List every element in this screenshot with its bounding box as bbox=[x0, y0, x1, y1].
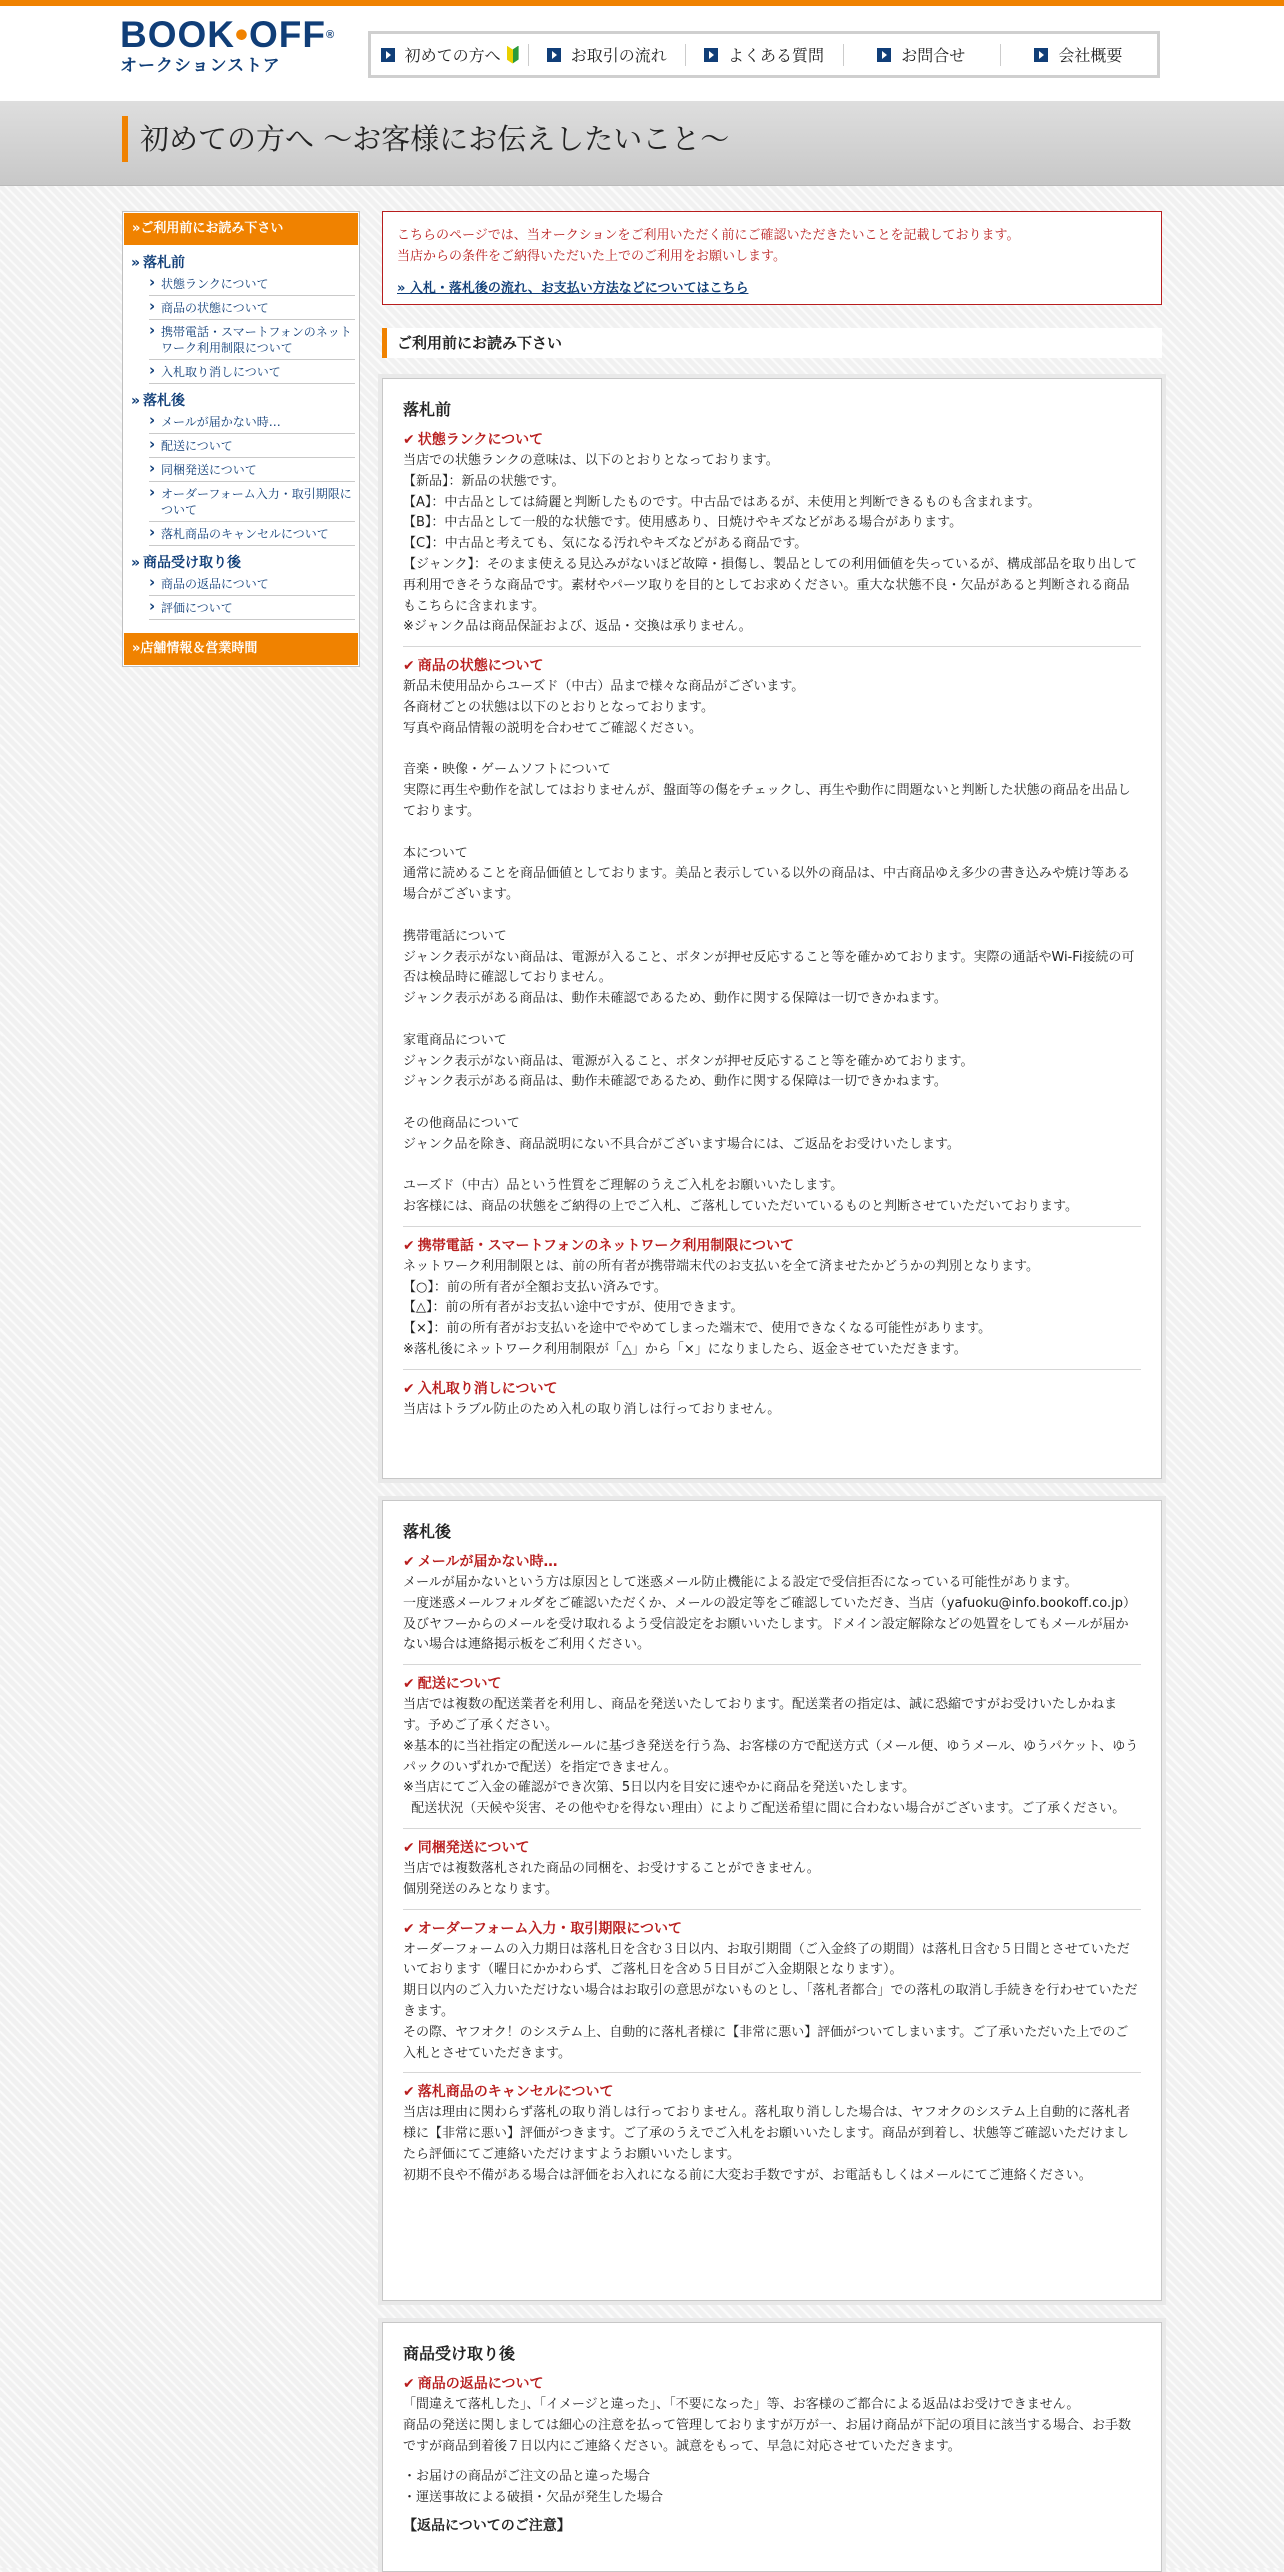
returns-conditions-list: ・お届けの商品がご注文の品と違った場合 ・運送事故による破損・欠品が発生した場合 bbox=[403, 2469, 664, 2506]
item-title-bundle-shipping: ✔ 同梱発送について bbox=[403, 1839, 530, 1856]
item-title-item-condition: ✔ 商品の状態について bbox=[403, 658, 544, 675]
nav-item-company[interactable] bbox=[1000, 34, 1157, 75]
arrow-square-icon bbox=[877, 48, 891, 62]
item-title-cancel-won: ✔ 落札商品のキャンセルについて bbox=[403, 2084, 614, 2101]
check-icon: ✔ bbox=[403, 658, 415, 675]
check-icon: ✔ bbox=[403, 1554, 415, 1570]
item-body: 当店での状態ランクの意味は、以下のとおりとなっております。 【新品】：新品の状態です。 【A】：中古品としては綺麗と判断したものです。中古品ではあるが、未使用と判断できるものも含まれます。 【B】：中古品として一般的な状態です。使用感あり、日焼けやキズなどがある場合があります。 【C】：中古品と考えても、気になる汚れやキズなどがある商品です。 【ジャンク】：そのまま使える見込みがないほど故障・損傷し、製品としての利用価値を失っているが、構成部品を取り出して再利用できそうな商品です。素材やパーツ取りを目的としてお求めください。重大な状態不良・欠品があると判断される商品もこちらに含まれます。 ※ジャンク品は商品保証および、返品・交換は承りません。 bbox=[403, 453, 1137, 635]
after-win-box bbox=[382, 1500, 1162, 2301]
sidebar-item-feedback[interactable]: › 評価について bbox=[149, 596, 355, 620]
item-title-shipping: ✔ 配送について bbox=[403, 1676, 502, 1693]
item-title-condition-rank: ✔ 状態ランクについて bbox=[403, 432, 544, 448]
sidebar-item-returns[interactable]: › 商品の返品について bbox=[149, 572, 355, 596]
flow-payment-link[interactable]: » 入札・落札後の流れ、お支払い方法などについてはこちら bbox=[397, 281, 749, 296]
global-nav bbox=[368, 31, 1160, 78]
check-icon: ✔ bbox=[403, 1237, 415, 1254]
nav-label: 初めての方へ bbox=[404, 46, 501, 65]
logo-subtitle: オークションストア bbox=[120, 56, 281, 76]
before-bid-box bbox=[382, 378, 1162, 1479]
beginner-mark-icon bbox=[507, 46, 519, 64]
item-body: 当店では複数の配送業者を利用し、商品を発送いたしております。配送業者の指定は、誠に恐縮ですがお受けいたしかねます。予めご了承ください。 ※基本的に当社指定の配送ルールに基づき発送を行う為、お客様の方で配送方式（メール便、ゆうメール、ゆうパケット、ゆうパックのいずれかで配送）を指定できません。 ※当店にてご入金の確認ができ次第、5日以内を目安に速やかに商品を発送いたします。 配送状況（天候や災害、その他やむを得ない理由）によりご配送希望に間に合わない場合がございます。ご了承ください。 bbox=[403, 1697, 1139, 1817]
item-title-network-restriction: ✔ 携帯電話・スマートフォンのネットワーク利用制限について bbox=[403, 1237, 795, 1254]
item-body: 新品未使用品からユーズド（中古）品まで様々な商品がございます。 各商材ごとの状態は以下のとおりとなっております。 写真や商品情報の説明を合わせてご確認ください。 音楽・映像・ゲームソフトについて 実際に再生や動作を試してはおりませんが、盤面等の傷をチェックし、再生や動作に問題ないと判断した状態の商品を出品しております。 本について 通常に読めることを商品価値としております。美品と表示している以外の商品は、中古商品ゆえ多少の書き込みや焼け等ある場合がございます。 携帯電話について ジャンク表示がない商品は、電源が入ること、ボタンが押せ反応すること等を確かめております。実際の通話やWi-Fi接続の可否は検品時に確認しておりません。 ジャンク表示がある商品は、動作未確認であるため、動作に関する保障は一切できかねます。 家電商品について ジャンク表示がない商品は、電源が入ること、ボタンが押せ反応すること等を確かめております。 ジャンク表示がある商品は、動作未確認であるため、動作に関する保障は一切できかねます。 その他商品について ジャンク品を除き、商品説明にない不具合がございます場合には、ご返品をお受けいたします。 ユーズド（中古）品という性質をご理解のうえご入札をお願いいたします。 お客様には、商品の状態をご納得の上でご入札、ご落札していただいているものと判断させていただいております。 bbox=[403, 679, 1135, 1215]
sidebar-item-condition-rank[interactable]: › 状態ランクについて bbox=[149, 272, 355, 296]
sidebar-item-cancel-won[interactable]: › 落札商品のキャンセルについて bbox=[149, 522, 355, 546]
sidebar-item-item-condition[interactable]: › 商品の状態について bbox=[149, 296, 355, 320]
sidebar-group-before[interactable] bbox=[123, 246, 359, 272]
sidebar-head[interactable]: »ご利用前にお読み下さい bbox=[124, 213, 358, 245]
item-title-order-form: ✔ オーダーフォーム入力・取引期限について bbox=[403, 1920, 683, 1937]
divider bbox=[403, 1664, 1141, 1665]
sidebar-group-label: 落札前 bbox=[143, 255, 186, 271]
sidebar-group-after[interactable] bbox=[123, 384, 359, 410]
double-chevron-icon: » bbox=[131, 555, 141, 571]
check-icon: ✔ bbox=[403, 1676, 415, 1693]
item-body: オーダーフォームの入力期日は落札日を含む３日以内、お取引期間（ご入金終了の期間）は落札日含む５日間とさせていただいております（曜日にかかわらず、ご落札日を含め５日目がご入金期限となります）。 期日以内のご入力いただけない場合はお取引の意思がないものとし、「落札者都合」での落札の取消し手続きを行わせていただきます。 その際、ヤフオク！のシステム上、自動的に落札者様に【非常に悪い】評価がついてしまいます。ご了承いただいた上でのご入札とさせていただきます。 bbox=[403, 1941, 1138, 2061]
check-icon: ✔ bbox=[403, 2376, 415, 2392]
check-icon: ✔ bbox=[403, 1920, 415, 1937]
box-title: 落札前 bbox=[403, 400, 452, 419]
check-icon: ✔ bbox=[403, 432, 415, 448]
site-logo[interactable] bbox=[120, 14, 336, 96]
box-title: 商品受け取り後 bbox=[403, 2344, 516, 2363]
divider bbox=[403, 646, 1141, 647]
nav-label: お取引の流れ bbox=[570, 46, 667, 65]
logo-off: OFF bbox=[248, 14, 326, 55]
item-body: ネットワーク利用制限とは、前の所有者が携帯端末代のお支払いを全て済ませたかどうかの判別となります。 【○】：前の所有者が全額お支払い済みです。 【△】：前の所有者がお支払い途中ですが、使用できます。 【×】：前の所有者がお支払いを途中でやめてしまった端末で、使用できなくなる可能性があります。 ※落札後にネットワーク利用制限が「△」から「×」になりましたら、返金させていただきます。 bbox=[403, 1258, 1039, 1358]
logo-registered-mark: ® bbox=[325, 29, 336, 41]
item-body: 「間違えて落札した」、「イメージと違った」、「不要になった」等、お客様のご都合による返品はお受けできません。 商品の発送に関しましては細心の注意を払って管理しておりますが万が一、お届け商品が下記の項目に該当する場合、お手数ですが商品到着後７日以内にご連絡ください。誠意をもって、早急に対応させていただきます。 bbox=[403, 2397, 1132, 2454]
item-body: 当店はトラブル防止のため入札の取り消しは行っておりません。 bbox=[403, 1401, 781, 1417]
item-title-no-mail: ✔ メールが届かない時… bbox=[403, 1554, 558, 1570]
section-heading: ご利用前にお読み下さい bbox=[382, 328, 1162, 358]
arrow-square-icon bbox=[381, 48, 395, 62]
logo-book: BOOK bbox=[120, 14, 235, 55]
nav-label: よくある質問 bbox=[728, 46, 825, 65]
notice-line: こちらのページでは、当オークションをご利用いただく前にご確認いただきたいことを記載しております。 bbox=[397, 228, 1020, 243]
sidebar-group-received[interactable] bbox=[123, 546, 359, 572]
sidebar-item-network-restriction[interactable]: › 携帯電話・スマートフォンのネットワーク利用制限について bbox=[149, 320, 355, 360]
sidebar-item-order-form[interactable]: › オーダーフォーム入力・取引期限について bbox=[149, 482, 355, 522]
box-title: 落札後 bbox=[403, 1522, 452, 1541]
sidebar-group-label: 落札後 bbox=[143, 393, 186, 409]
divider bbox=[403, 1909, 1141, 1910]
nav-item-beginners[interactable] bbox=[371, 34, 528, 75]
after-receipt-box bbox=[382, 2322, 1162, 2572]
check-icon: ✔ bbox=[403, 2084, 415, 2101]
arrow-square-icon bbox=[547, 48, 561, 62]
sidebar bbox=[122, 211, 360, 667]
nav-label: お問合せ bbox=[901, 46, 966, 65]
nav-item-contact[interactable] bbox=[843, 34, 1000, 75]
divider bbox=[403, 2072, 1141, 2073]
sidebar-group-label: 商品受け取り後 bbox=[143, 555, 242, 571]
double-chevron-icon: » bbox=[131, 393, 141, 409]
sidebar-store-info-link[interactable]: »店舗情報＆営業時間 bbox=[124, 633, 358, 665]
nav-item-transaction-flow[interactable] bbox=[528, 34, 685, 75]
sidebar-item-shipping[interactable]: › 配送について bbox=[149, 434, 355, 458]
check-icon: ✔ bbox=[403, 1380, 415, 1397]
notice-line: 当店からの条件をご納得いただいた上でのご利用をお願いします。 bbox=[397, 249, 786, 264]
sidebar-item-no-mail[interactable]: › メールが届かない時… bbox=[149, 410, 355, 434]
divider bbox=[403, 1369, 1141, 1370]
item-body: 当店は理由に関わらず落札の取り消しは行っておりません。落札取り消しした場合は、ヤフオクのシステム上自動的に落札者様に【非常に悪い】評価がつきます。ご了承のうえでご入札をお願いいたします。商品が到着し、状態等ご確認いただけましたら評価にてご連絡いただけますようお願いいたします。 初期不良や不備がある場合は評価をお入れになる前に大変お手数ですが、お電話もしくはメールにてご連絡ください。 bbox=[403, 2105, 1131, 2183]
sidebar-item-bundle-shipping[interactable]: › 同梱発送について bbox=[149, 458, 355, 482]
double-chevron-icon: » bbox=[131, 255, 141, 271]
item-body: メールが届かないという方は原因として迷惑メール防止機能による設定で受信拒否になっている可能性があります。 一度迷惑メールフォルダをご確認いただくか、メールの設定等をご確認していただき、当店（yafuoku@info.bookoff.co.jp）及びヤフーからのメールを受け取れるよう受信設定をお願いいたします。ドメイン設定解除などの処置をしてもメールが届かない場合は連絡掲示板をご利用ください。 bbox=[403, 1575, 1137, 1653]
sidebar-item-bid-cancel[interactable]: › 入札取り消しについて bbox=[149, 360, 355, 384]
logo-dot: • bbox=[235, 14, 249, 55]
arrow-square-icon bbox=[1034, 48, 1048, 62]
nav-item-faq[interactable] bbox=[685, 34, 842, 75]
site-header bbox=[0, 6, 1284, 101]
nav-label: 会社概要 bbox=[1058, 46, 1123, 65]
arrow-square-icon bbox=[704, 48, 718, 62]
item-body: 当店では複数落札された商品の同梱を、お受けすることができません。 個別発送のみとなります。 bbox=[403, 1860, 820, 1897]
check-icon: ✔ bbox=[403, 1839, 415, 1856]
divider bbox=[403, 1226, 1141, 1227]
returns-notes-heading: 【返品についてのご注意】 bbox=[403, 2517, 571, 2534]
page-title: 初めての方へ ～お客様にお伝えしたいこと～ bbox=[122, 116, 729, 162]
item-title-bid-cancel: ✔ 入札取り消しについて bbox=[403, 1380, 558, 1397]
divider bbox=[403, 1828, 1141, 1829]
notice-box bbox=[382, 211, 1162, 305]
item-title-returns: ✔ 商品の返品について bbox=[403, 2376, 544, 2392]
